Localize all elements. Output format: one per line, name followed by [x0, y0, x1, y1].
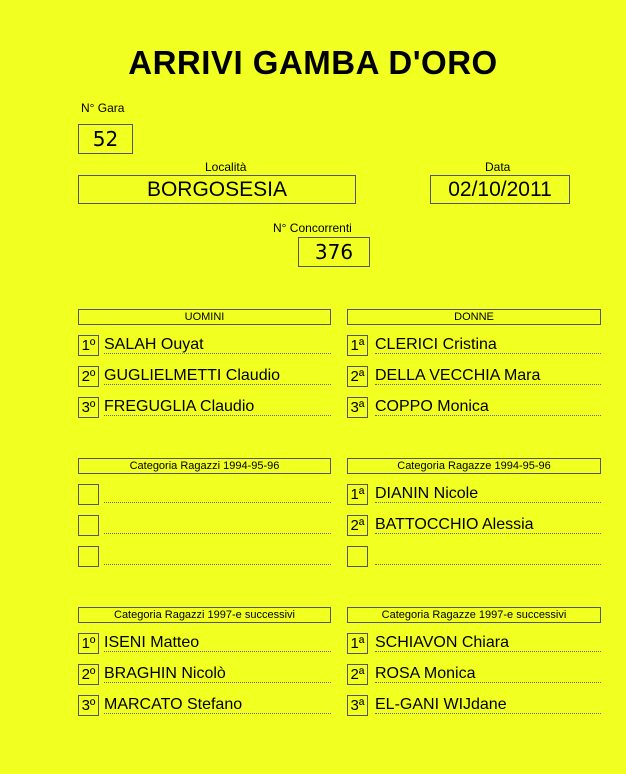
- dotted-line: [375, 682, 601, 683]
- athlete-name: BATTOCCHIO Alessia: [375, 516, 534, 533]
- athlete-name: DIANIN Nicole: [375, 485, 479, 502]
- position-box: 1ª: [347, 633, 368, 654]
- dotted-line: [104, 713, 331, 714]
- gara-label: N° Gara: [81, 101, 125, 115]
- athlete-name: CLERICI Cristina: [375, 336, 497, 353]
- dotted-line: [104, 564, 331, 565]
- localita-label: Località: [205, 160, 247, 174]
- position-box: 1º: [78, 335, 99, 356]
- section-header: Categoria Ragazzi 1994-95-96: [78, 458, 331, 474]
- position-box: [78, 546, 99, 567]
- position-box: 3º: [78, 397, 99, 418]
- position-box: 2º: [78, 664, 99, 685]
- localita-field: BORGOSESIA: [78, 175, 356, 204]
- position-box: 2ª: [347, 366, 368, 387]
- position-box: 2º: [78, 366, 99, 387]
- dotted-line: [375, 564, 601, 565]
- dotted-line: [375, 502, 601, 503]
- dotted-line: [375, 415, 601, 416]
- athlete-name: GUGLIELMETTI Claudio: [104, 367, 281, 384]
- athlete-name: EL-GANI WIJdane: [375, 696, 507, 713]
- dotted-line: [104, 533, 331, 534]
- position-box: 3ª: [347, 695, 368, 716]
- section-header: DONNE: [347, 309, 601, 325]
- athlete-name: MARCATO Stefano: [104, 696, 243, 713]
- dotted-line: [375, 651, 601, 652]
- dotted-line: [104, 682, 331, 683]
- dotted-line: [375, 384, 601, 385]
- athlete-name: COPPO Monica: [375, 398, 489, 415]
- athlete-name: ISENI Matteo: [104, 634, 200, 651]
- position-box: 1º: [78, 633, 99, 654]
- athlete-name: SCHIAVON Chiara: [375, 634, 509, 651]
- position-box: 1ª: [347, 335, 368, 356]
- dotted-line: [104, 651, 331, 652]
- data-label: Data: [485, 160, 511, 174]
- data-field: 02/10/2011: [430, 175, 570, 204]
- dotted-line: [104, 502, 331, 503]
- section-header: UOMINI: [78, 309, 331, 325]
- position-box: 3º: [78, 695, 99, 716]
- dotted-line: [375, 533, 601, 534]
- position-box: [78, 484, 99, 505]
- athlete-name: FREGUGLIA Claudio: [104, 398, 255, 415]
- position-box: 1ª: [347, 484, 368, 505]
- dotted-line: [104, 415, 331, 416]
- athlete-name: DELLA VECCHIA Mara: [375, 367, 541, 384]
- section-header: Categoria Ragazzi 1997-e successivi: [78, 607, 331, 623]
- page-title: ARRIVI GAMBA D'ORO: [128, 44, 498, 81]
- dotted-line: [375, 353, 601, 354]
- athlete-name: ROSA Monica: [375, 665, 476, 682]
- athlete-name: SALAH Ouyat: [104, 336, 204, 353]
- position-box: [78, 515, 99, 536]
- concorrenti-field: 376: [298, 237, 370, 267]
- position-box: 2ª: [347, 515, 368, 536]
- athlete-name: BRAGHIN Nicolò: [104, 665, 226, 682]
- section-header: Categoria Ragazze 1997-e successivi: [347, 607, 601, 623]
- dotted-line: [375, 713, 601, 714]
- position-box: 2ª: [347, 664, 368, 685]
- concorrenti-label: N° Concorrenti: [273, 221, 352, 235]
- section-header: Categoria Ragazze 1994-95-96: [347, 458, 601, 474]
- position-box: 3ª: [347, 397, 368, 418]
- dotted-line: [104, 353, 331, 354]
- position-box: [347, 546, 368, 567]
- dotted-line: [104, 384, 331, 385]
- gara-field: 52: [78, 124, 133, 154]
